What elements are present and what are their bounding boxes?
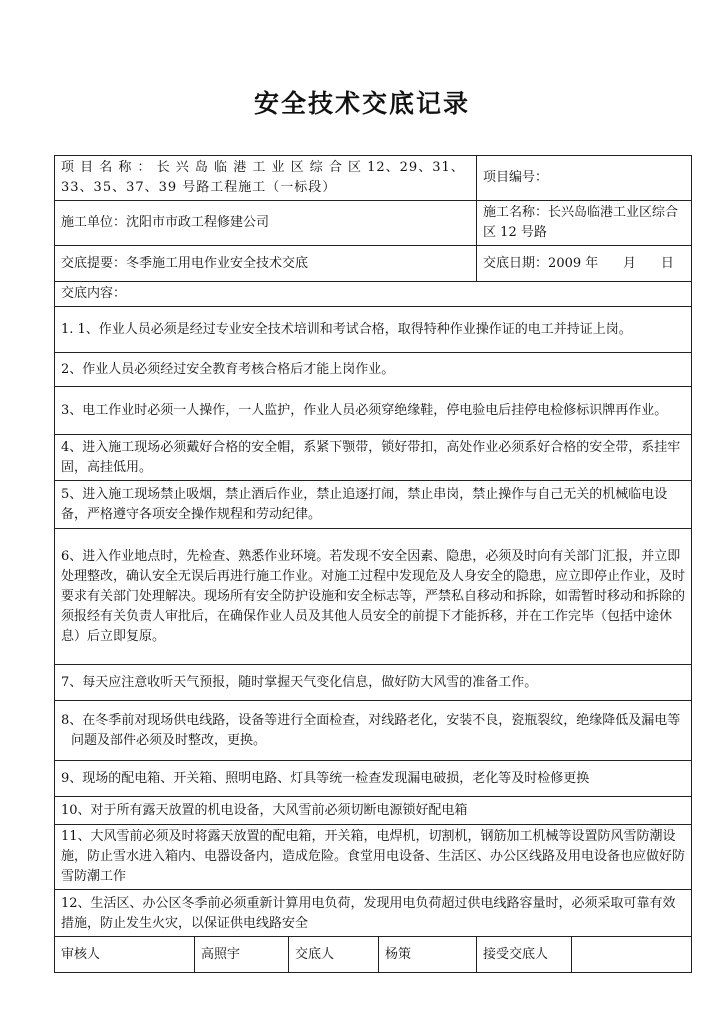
list-item: 4、进入施工现场必须戴好合格的安全帽，系紧下颚带，锁好带扣，高处作业必须系好合格的安全带，系挂牢固，高挂低用。 <box>55 435 692 481</box>
table-row <box>55 481 692 529</box>
safety-briefing-table <box>54 155 692 973</box>
list-item: 11、大风雪前必须及时将露天放置的配电箱，开关箱，电焊机，切割机，钢筋加工机械等设置防风雪防潮设施，防止雪水进入箱内、电器设备内，造成危险。食堂用电设备、生活区、办公区线路及用电设备也应做好防雪防潮工作 <box>55 825 692 890</box>
project-number-cell: 项目编号： <box>477 156 692 201</box>
presenter-label: 交底人 <box>289 937 379 973</box>
list-item: 10、对于所有露天放置的机电设备，大风雪前必须切断电源锁好配电箱 <box>55 797 692 825</box>
list-item: 5、进入施工现场禁止吸烟，禁止酒后作业，禁止追逐打闹，禁止串岗，禁止操作与自己无关的机械临电设备，严格遵守各项安全操作规程和劳动纪律。 <box>55 481 692 529</box>
table-row <box>55 307 692 353</box>
list-item: 9、现场的配电箱、开关箱、照明电路、灯具等统一检查发现漏电破损，老化等及时检修更换 <box>55 761 692 797</box>
list-item: 8、在冬季前对现场供电线路，设备等进行全面检查，对线路老化，安装不良，瓷瓶裂纹，绝缘降低及漏电等问题及部件必须及时整改，更换。 <box>55 701 692 761</box>
content-label-cell: 交底内容： <box>55 282 692 307</box>
document-title: 安全技术交底记录 <box>253 89 470 118</box>
table-row <box>55 825 692 890</box>
construction-unit-cell: 施工单位：沈阳市市政工程修建公司 <box>55 201 477 246</box>
list-item: 7、每天应注意收听天气预报，随时掌握天气变化信息，做好防大风雪的准备工作。 <box>55 665 692 701</box>
table-row <box>55 797 692 825</box>
table-row <box>55 435 692 481</box>
table-row <box>55 353 692 387</box>
reviewer-label: 审核人 <box>55 937 195 973</box>
receiver-label: 接受交底人 <box>477 937 572 973</box>
table-row <box>55 890 692 937</box>
project-name-cell: 项 目 名 称 ： 长 兴 岛 临 港 工 业 区 综 合 区 12、29、31、33、35、37、39 号路工程施工（一标段） <box>55 156 477 201</box>
header-row-unit <box>55 201 692 246</box>
signature-row <box>55 937 692 973</box>
presenter-name: 杨策 <box>379 937 477 973</box>
list-item: 3、电工作业时必须一人操作，一人监护，作业人员必须穿绝缘鞋，停电验电后挂停电检修标识牌再作业。 <box>55 387 692 435</box>
list-item: 1. 1、作业人员必须是经过专业安全技术培训和考试合格，取得特种作业操作证的电工并持证上岗。 <box>55 307 692 353</box>
header-row-project <box>55 156 692 201</box>
list-item: 6、进入作业地点时，先检查、熟悉作业环境。若发现不安全因素、隐患，必须及时向有关部门汇报，并立即处理整改，确认安全无误后再进行施工作业。对施工过程中发现危及人身安全的隐患，应立即停止作业，及时要求有关部门处理解决。现场所有安全防护设施和安全标志等，严禁私自移动和拆除，如需暂时移动和拆除的须报经有关负责人审批后，在确保作业人员及其他人员安全的前提下才能拆移，并在工作完毕（包括中途休息）后立即复原。 <box>55 529 692 665</box>
table-row <box>55 387 692 435</box>
table-row <box>55 761 692 797</box>
list-item: 2、作业人员必须经过安全教育考核合格后才能上岗作业。 <box>55 353 692 387</box>
receiver-name <box>572 937 692 973</box>
list-item: 12、生活区、办公区冬季前必须重新计算用电负荷，发现用电负荷超过供电线路容量时，必须采取可靠有效措施，防止发生火灾，以保证供电线路安全 <box>55 890 692 937</box>
table-row <box>55 665 692 701</box>
table-row <box>55 529 692 665</box>
header-row-brief <box>55 246 692 282</box>
reviewer-name: 高照宇 <box>195 937 289 973</box>
date-cell: 交底日期：2009 年 月 日 <box>477 246 692 282</box>
construction-name-cell: 施工名称：长兴岛临港工业区综合区 12 号路 <box>477 201 692 246</box>
table-row <box>55 701 692 761</box>
content-label-row <box>55 282 692 307</box>
brief-cell: 交底提要：冬季施工用电作业安全技术交底 <box>55 246 477 282</box>
